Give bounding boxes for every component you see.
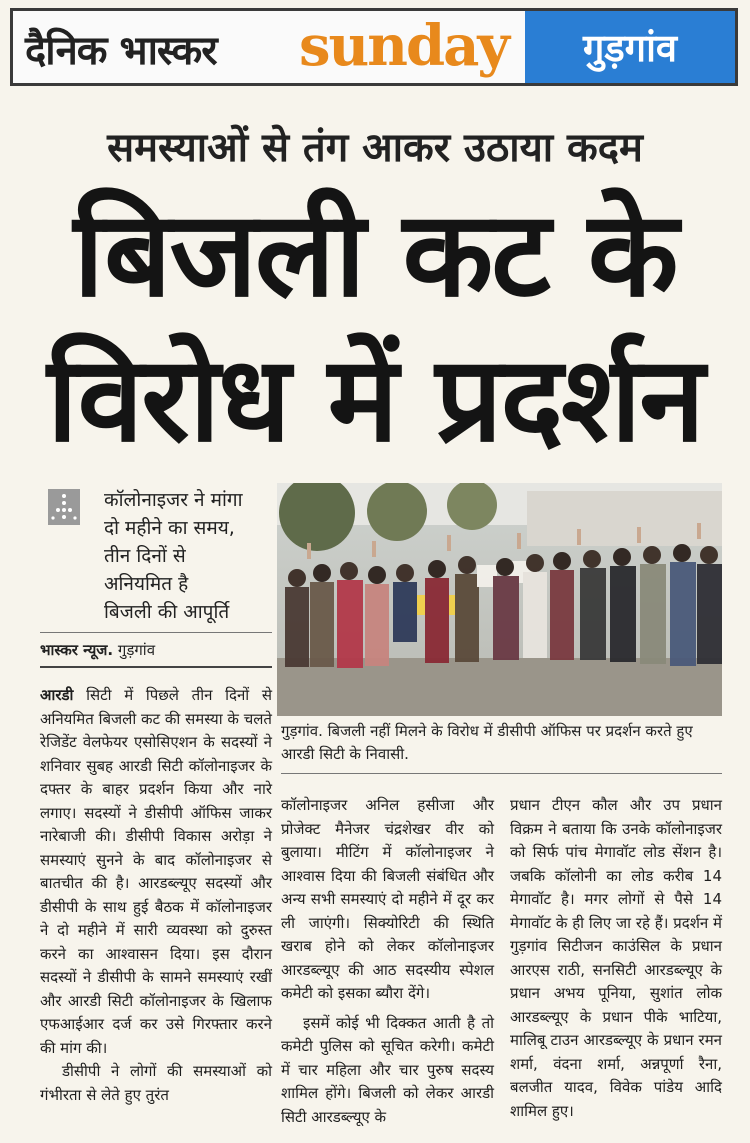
byline xyxy=(40,640,155,660)
photo-caption: गुड़गांव. बिजली नहीं मिलने के विरोध में डीसीपी ऑफिस पर प्रदर्शन करते हुए आरडी सिटी के निवासी. xyxy=(281,722,693,763)
summary-box xyxy=(104,486,284,626)
article-column-2 xyxy=(281,794,494,1129)
down-arrow-icon xyxy=(48,489,80,525)
article-column-3 xyxy=(510,794,722,1123)
article-paragraph: प्रधान टीएन कौल और उप प्रधान विक्रम ने बताया कि उनके कॉलोनाइजर को सिर्फ पांच मेगावॉट लोड सेंशन है। जबकि कॉलोनी का लोड करीब 14 मेगावॉट है। मगर लोगों से पैसे 14 मेगावॉट के ही लिए जा रहे हैं। प्रदर्शन में गुड़गांव सिटीजन काउंसिल के प्रधान आरएस राठी, सनसिटी आरडब्ल्यूए के प्रधान अभय पूनिया, सुशांत लोक आरडब्ल्यूए के प्रधान पीके भाटिया, मालिबू टाउन आरडब्ल्यूए के प्रधान रमन शर्मा, वंदना शर्मा, अन्नपूर्णा रैना, बलजीत यादव, विवेक पांडेय आदि शामिल हुए। xyxy=(510,796,722,1120)
headline-line-2: विरोध में प्रदर्शन xyxy=(47,330,703,468)
lead-word: आरडी xyxy=(40,686,74,704)
divider xyxy=(40,632,272,633)
summary-line: अनियमित है xyxy=(104,573,189,595)
summary-line: कॉलोनाइजर ने मांगा xyxy=(104,489,243,511)
newspaper-logo: दैनिक भास्कर xyxy=(25,28,217,74)
summary-line: बिजली की आपूर्ति xyxy=(104,601,230,623)
article-paragraph: डीसीपी ने लोगों की समस्याओं को गंभीरता से लेते हुए तुरंत xyxy=(40,1062,272,1104)
masthead xyxy=(10,8,738,86)
article-column-1 xyxy=(40,684,272,1107)
protest-photo xyxy=(277,483,722,716)
summary-line: तीन दिनों से xyxy=(104,545,186,567)
article-paragraph xyxy=(40,684,272,1060)
divider xyxy=(281,773,722,774)
byline-agency: भास्कर न्यूज. xyxy=(40,641,114,659)
paragraph-text: सिटी में पिछले तीन दिनों से अनियमित बिजली कट की समस्या के चलते रेजिडेंट वेलफेयर एसोसिएशन के सदस्यों ने शनिवार सुबह आरडी सिटी कॉलोनाइजर के दफ्तर के बाहर प्रदर्शन किया और नारे लगाए। सदस्यों ने डीसीपी ऑफिस जाकर नारेबाजी की। डीसीपी विकास अरोड़ा ने समस्याएं सुनने के बाद कॉलोनाइजर से बातचीत की है। आरडब्ल्यूए सदस्यों और डीसीपी के साथ हुई बैठक में कॉलोनाइजर ने दो महीने में सारी व्यवस्था को दुरुस्त करने का आश्वासन दिया। इस दौरान सदस्यों ने डीसीपी के सामने समस्याएं रखीं और आरडी सिटी कॉलोनाइजर के खिलाफ एफआईआर दर्ज कर उसे गिरफ्तार करने की मांग की। xyxy=(40,686,272,1057)
article-paragraph: इसमें कोई भी दिक्कत आती है तो कमेटी पुलिस को सूचित करेगी। कमेटी में चार महिला और चार पुरुष सदस्य शामिल होंगे। बिजली को लेकर आरडी सिटी आरडब्ल्यूए के xyxy=(281,1013,494,1126)
edition-label: sunday xyxy=(299,13,508,79)
city-name: गुड़गांव xyxy=(582,26,678,70)
article-paragraph: कॉलोनाइजर अनिल हसीजा और प्रोजेक्ट मैनेजर चंद्रशेखर वीर को बुलाया। मीटिंग में कॉलोनाइजर ने आश्वास दिया की बिजली संबंधित और अन्य सभी समस्याएं दो महीने में दूर कर ली जाएंगी। सिक्योरिटी की स्थिति खराब होने को लेकर कॉलोनाइजर आरडब्ल्यूए की आठ सदस्यीय स्पेशल कमेटी को इसका ब्यौरा देंगे। xyxy=(281,796,494,1002)
divider xyxy=(40,666,272,668)
byline-place: गुड़गांव xyxy=(117,641,156,659)
kicker-headline: समस्याओं से तंग आकर उठाया कदम xyxy=(107,125,643,171)
summary-line: दो महीने का समय, xyxy=(104,517,235,539)
headline-line-1: बिजली कट के xyxy=(73,185,677,323)
city-banner xyxy=(525,11,735,83)
